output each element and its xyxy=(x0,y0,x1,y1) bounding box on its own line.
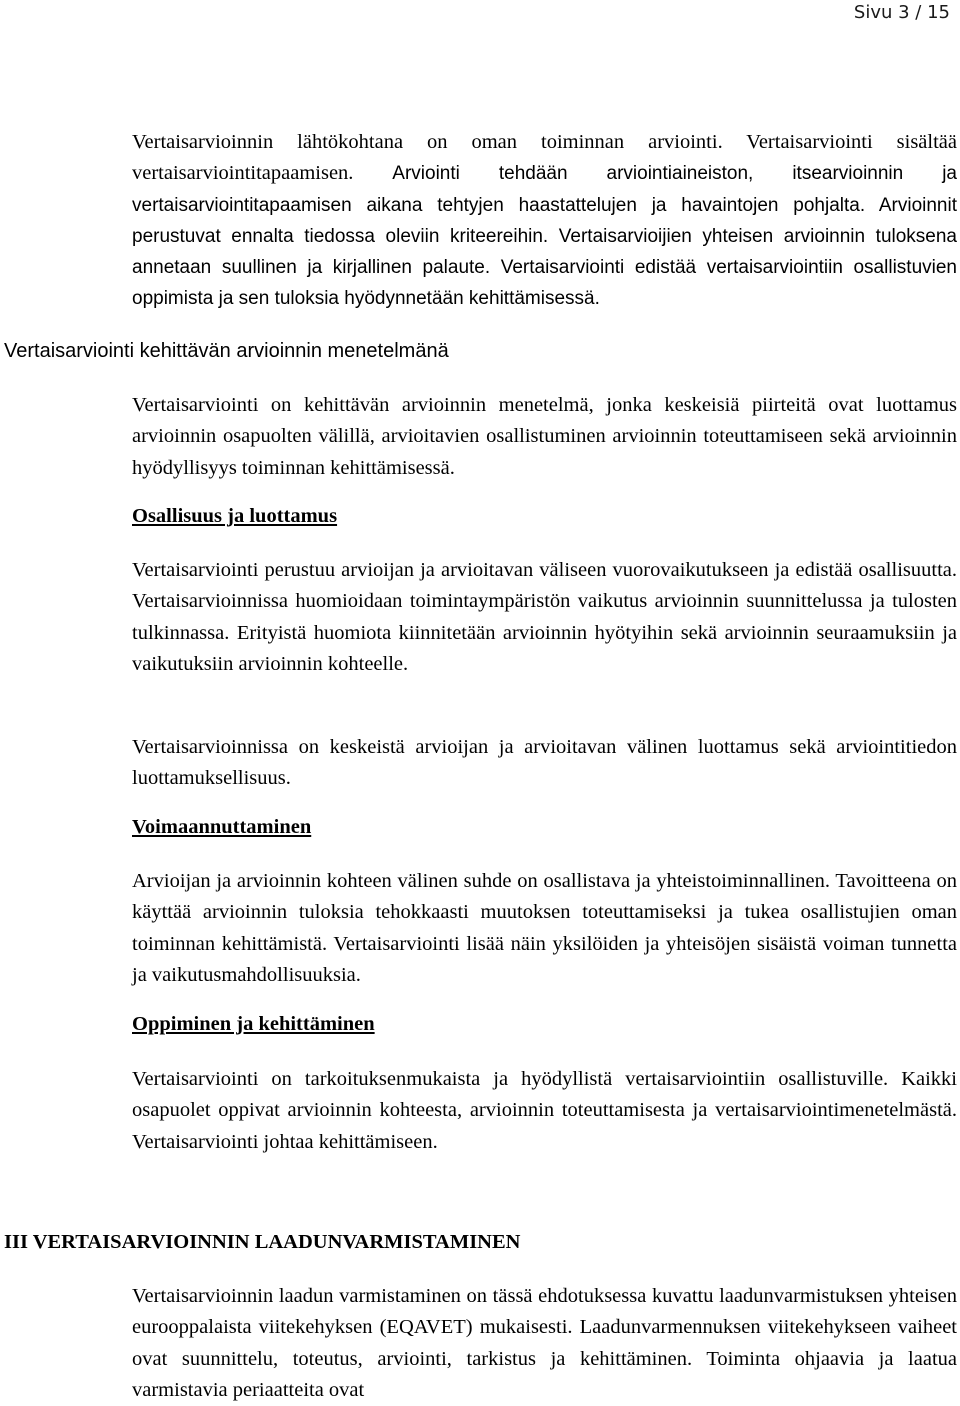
subheading-osallisuus: Osallisuus ja luottamus xyxy=(132,505,338,527)
paragraph-osallisuus: Vertaisarviointi perustuu arvioijan ja arvioitavan väliseen vuorovaikutukseen ja edistää osallisuutta. Vertaisarvioinnissa huomioidaan toimintaympäristön vaikutus arvioinnin suunnittelussa ja tulosten tulkinnassa. Erityistä huomiota kiinnitetään arvioinnin hyötyihin sekä arvioinnin seuraamuksiin ja vaikutuksiin arvioinnin kohteelle. xyxy=(132,559,957,675)
chapter-heading: III VERTAISARVIOINNIN LAADUNVARMISTAMINEN xyxy=(4,1231,521,1253)
paragraph-luottamus: Vertaisarvioinnissa on keskeistä arvioijan ja arvioitavan välinen luottamus sekä arviointitiedon luottamuksellisuus. xyxy=(132,736,957,790)
paragraph-oppiminen: Vertaisarviointi on tarkoituksenmukaista ja hyödyllistä vertaisarviointiin osallistuville. Kaikki osapuolet oppivat arvioinnin kohteesta, arvioinnin toteuttamisesta ja vertaisarviointimenetelmästä. Vertaisarviointi johtaa kehittämiseen. xyxy=(132,1068,957,1153)
paragraph-voimaannuttaminen: Arvioijan ja arvioinnin kohteen välinen suhde on osallistava ja yhteistoiminnallinen. Tavoitteena on käyttää arvioinnin tuloksia tehokkaasti muutoksen toteuttamiseksi ja tukea osallistujien oman toiminnan kehittämistä. Vertaisarviointi lisää näin yksilöiden ja yhteisöjen sisäistä voiman tunnetta ja vaikutusmahdollisuuksia. xyxy=(132,870,957,986)
intro-serif-text: Vertaisarvioinnin lähtökohtana on oman toiminnan arviointi. Vertaisarviointi sisältää vertaisarviointitapaamisen. xyxy=(132,131,957,185)
paragraph-kehittava-arviointi: Vertaisarviointi on kehittävän arvioinnin menetelmä, jonka keskeisiä piirteitä ovat luottamus arvioinnin osapuolten välillä, arvioitavien osallistuminen arvioinnin toteuttamiseen sekä arvioinnin hyödyllisyys toiminnan kehittämisessä. xyxy=(132,394,957,479)
section-heading: Vertaisarviointi kehittävän arvioinnin menetelmänä xyxy=(4,340,449,362)
paragraph-laadunvarmistus: Vertaisarvioinnin laadun varmistaminen on tässä ehdotuksessa kuvattu laadunvarmistuksen yhteisen eurooppalaista viitekehyksen (EQAVET) mukaisesti. Laadunvarmennuksen viitekehykseen vaiheet ovat suunnittelu, toteutus, arviointi, tarkistus ja kehittäminen. Toiminta ohjaavia ja laatua varmistavia periaatteita ovat xyxy=(132,1285,957,1401)
page-number: Sivu 3 / 15 xyxy=(853,2,950,23)
intro-paragraph xyxy=(132,127,957,315)
subheading-oppiminen: Oppiminen ja kehittäminen xyxy=(132,1013,375,1035)
intro-sans-text: Arviointi tehdään arviointiaineiston, itsearvioinnin ja vertaisarviointitapaamisen aikana tehtyjen haastattelujen ja havaintojen pohjalta. Arvioinnit perustuvat ennalta tiedossa oleviin kriteereihin. Vertaisarvioijien yhteisen arvioinnin tuloksena annetaan suullinen ja kirjallinen palaute. Vertaisarviointi edistää vertaisarviointiin osallistuvien oppimista ja sen tuloksia hyödynnetään kehittämisessä. xyxy=(132,163,958,310)
subheading-voimaannuttaminen: Voimaannuttaminen xyxy=(132,816,312,838)
